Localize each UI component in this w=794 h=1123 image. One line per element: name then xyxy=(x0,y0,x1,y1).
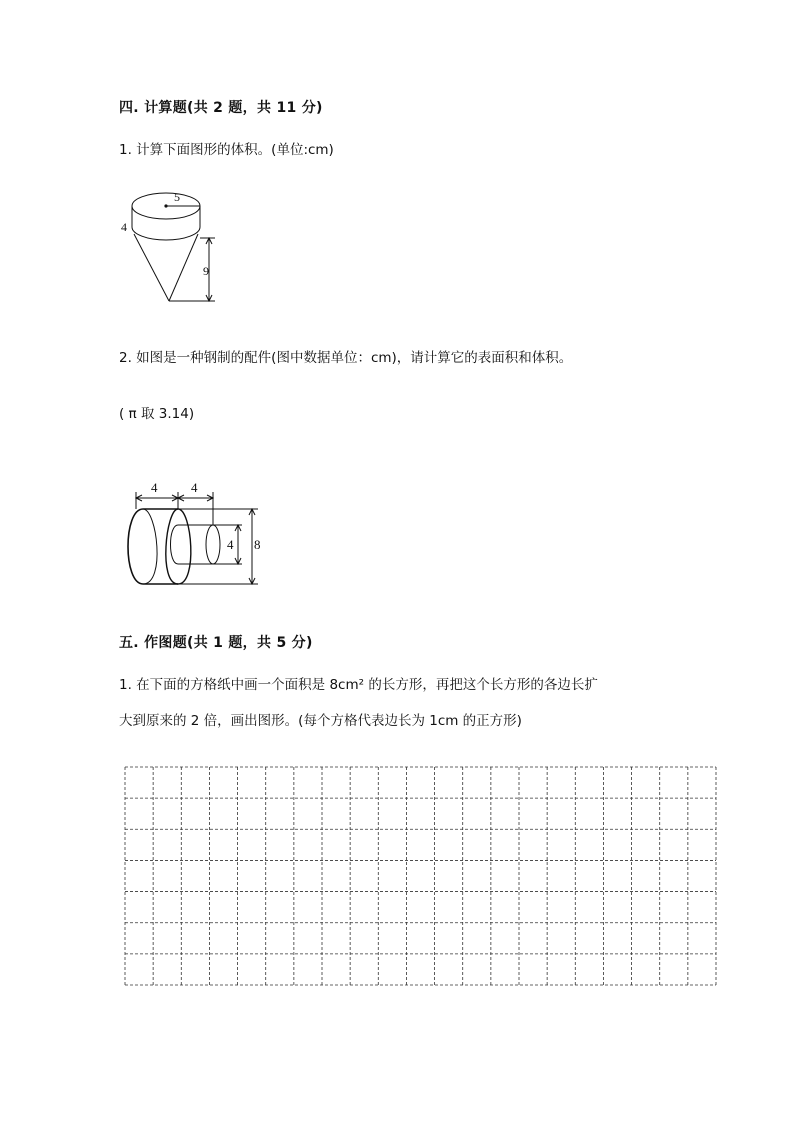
q5-1-line1: 1. 在下面的方格纸中画一个面积是 8cm² 的长方形，再把这个长方形的各边长扩 xyxy=(119,677,598,693)
grid-paper[interactable] xyxy=(124,766,717,986)
fig2-small-length-label: 4 xyxy=(191,480,198,495)
q4-2-text: 2. 如图是一种钢制的配件(图中数据单位：cm)，请计算它的表面积和体积。 xyxy=(119,350,573,366)
q4-1-text: 1. 计算下面图形的体积。(单位:cm) xyxy=(119,142,334,158)
section5-title: 五. 作图题(共 1 题，共 5 分) xyxy=(119,635,313,651)
fig2-small-diameter-label: 4 xyxy=(227,537,234,552)
pi-note: ( π 取 3.14) xyxy=(119,406,195,422)
steel-part-figure xyxy=(118,476,268,588)
fig2-big-diameter-label: 8 xyxy=(254,537,261,552)
fig2-big-length-label: 4 xyxy=(151,480,158,495)
fig1-radius-label: 5 xyxy=(174,190,180,204)
fig1-cone-height-label: 9 xyxy=(203,264,209,278)
cylinder-cone-figure xyxy=(112,182,232,304)
fig1-height-label: 4 xyxy=(121,220,127,234)
q5-1-line2: 大到原来的 2 倍，画出图形。(每个方格代表边长为 1cm 的正方形) xyxy=(119,713,522,729)
section4-title: 四. 计算题(共 2 题，共 11 分) xyxy=(119,100,323,116)
